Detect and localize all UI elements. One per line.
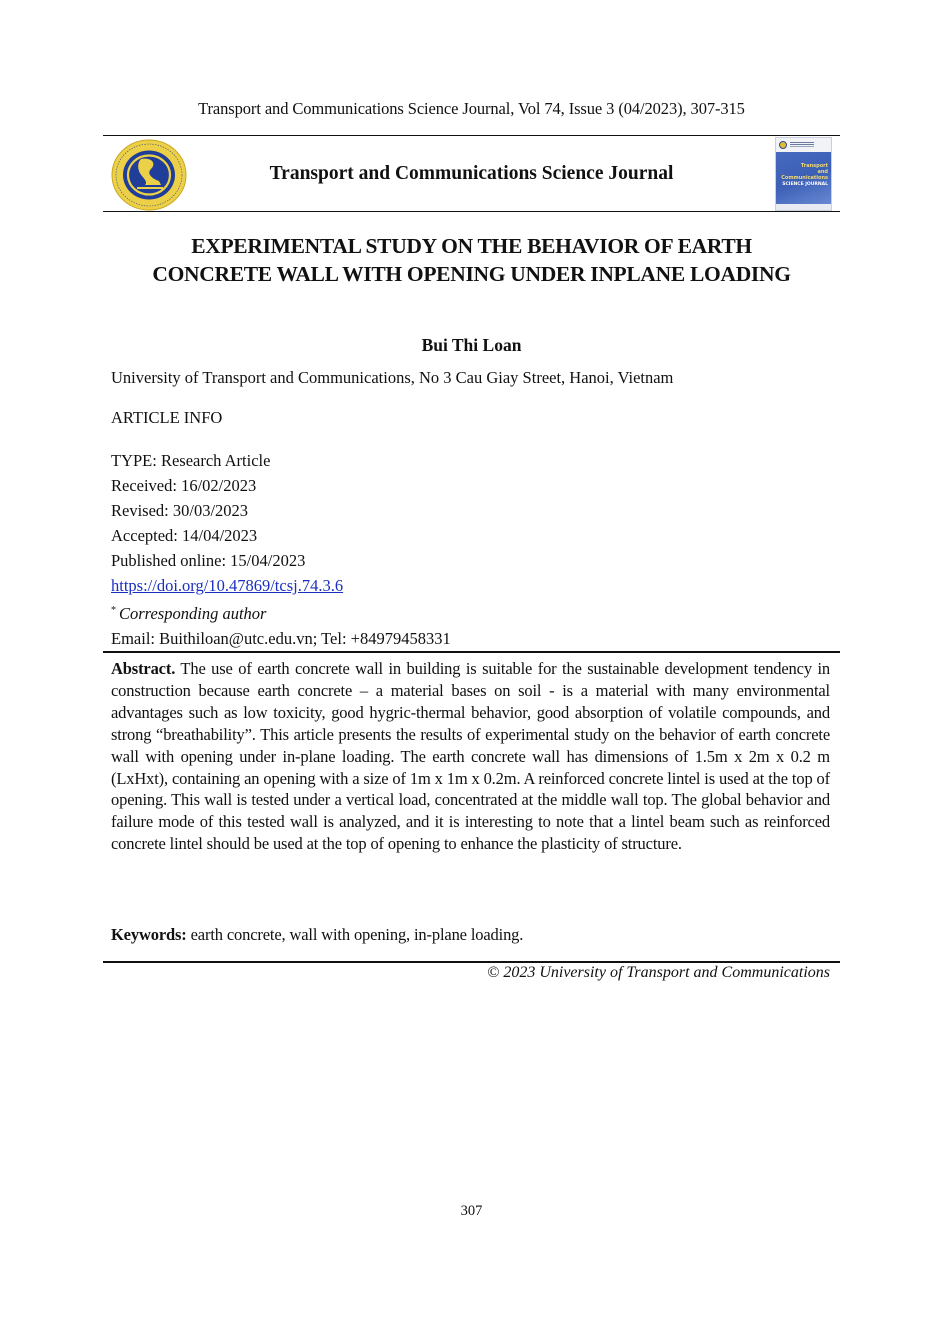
keywords — [111, 925, 523, 945]
copyright-notice: © 2023 University of Transport and Communications — [487, 964, 830, 981]
cover-header-strip — [776, 138, 831, 152]
running-head: Transport and Communications Science Journal, Vol 74, Issue 3 (04/2023), 307-315 — [198, 99, 745, 118]
article-title: EXPERIMENTAL STUDY ON THE BEHAVIOR OF EARTH CONCRETE WALL WITH OPENING UNDER INPLANE LOADING — [152, 234, 791, 286]
corresponding-label: Corresponding author — [119, 604, 267, 623]
page-number: 307 — [460, 1203, 483, 1219]
contact-info: Email: Buithiloan@utc.edu.vn; Tel: +84979458331 — [111, 629, 451, 648]
cover-title-line1: Transport — [800, 163, 828, 169]
abstract-top-rule — [103, 651, 840, 653]
keywords-label: Keywords: — [111, 925, 187, 944]
keywords-text: earth concrete, wall with opening, in-plane loading. — [190, 925, 524, 944]
author-affiliation: University of Transport and Communications, No 3 Cau Giay Street, Hanoi, Vietnam — [111, 368, 674, 387]
author-name: Bui Thi Loan — [421, 335, 522, 355]
abstract — [111, 658, 830, 855]
doi-link[interactable]: https://doi.org/10.47869/tcsj.74.3.6 — [111, 576, 344, 595]
cover-text-lines — [790, 142, 814, 143]
abstract-label: Abstract. — [111, 659, 176, 678]
published-date: Published online: 15/04/2023 — [111, 551, 306, 570]
accepted-date: Accepted: 14/04/2023 — [111, 526, 258, 545]
cover-footer-strip — [776, 204, 831, 210]
keywords-bottom-rule — [103, 961, 840, 963]
revised-date: Revised: 30/03/2023 — [111, 501, 249, 520]
corresponding-author-note — [111, 598, 451, 626]
journal-cover-thumbnail — [775, 137, 832, 211]
abstract-text: The use of earth concrete wall in building is suitable for the sustainable development tendency in construction because earth concrete – a material bases on soil - is a material with many environmental advantages such as low toxicity, good hygric-thermal behavior, good absorption of volatile compounds, and strong “breathability”. This article presents the results of experimental study on the behavior of earth concrete wall with opening under in-plane loading. The earth concrete wall has dimensions of 1.5m x 2m x 0.2 m (LxHxt), containing an opening with a size of 1m x 1m x 0.2m. A reinforced concrete lintel is used at the top of opening. This wall is tested under a vertical load, concentrated at the middle wall top. The global behavior and failure mode of this tested wall is analyzed, and it is interesting to note that a lintel beam such as reinforced concrete lintel should be used at the top of opening to enhance the plasticity of structure. — [111, 659, 830, 854]
journal-name: Transport and Communications Science Journal — [269, 163, 674, 184]
corresponding-mark: * — [111, 605, 116, 616]
article-info-heading: ARTICLE INFO — [111, 408, 223, 427]
article-info — [111, 448, 451, 651]
cover-title-line3: Communications — [781, 175, 828, 181]
received-date: Received: 16/02/2023 — [111, 476, 257, 495]
cover-seal-icon — [779, 141, 787, 149]
cover-title-line4: SCIENCE JOURNAL — [782, 182, 828, 187]
cover-title-line2: and — [817, 169, 828, 175]
article-type: TYPE: Research Article — [111, 451, 271, 470]
header-bottom-rule — [103, 211, 840, 212]
header-top-rule — [103, 135, 840, 136]
